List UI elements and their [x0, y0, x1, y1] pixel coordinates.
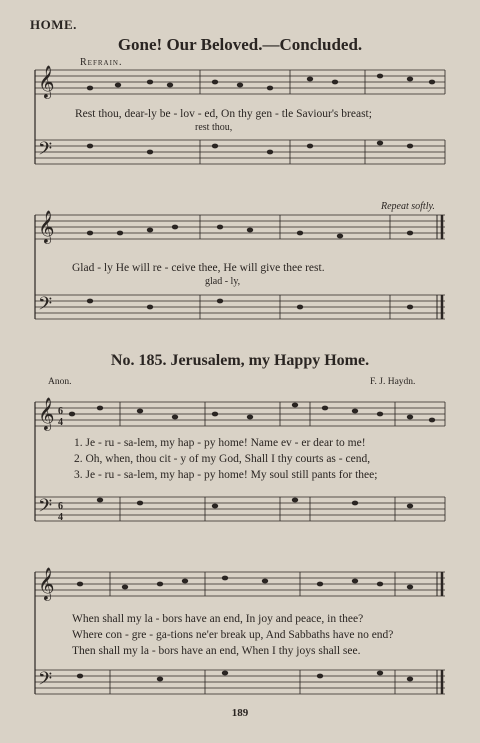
verse-3-line-2: Then shall my la - bors have an end, When I thy joys shall see.: [72, 645, 361, 657]
verse-2-line-1: 2. Oh, when, thou cit - y of my God, Shall I thy courts as - cend,: [74, 453, 371, 465]
svg-text:𝄢: 𝄢: [38, 293, 53, 318]
verse-1-line-2: When shall my la - bors have an end, In joy and peace, in thee?: [72, 613, 364, 625]
composer-credit: F. J. Haydn.: [370, 377, 416, 387]
svg-text:𝄞: 𝄞: [38, 569, 55, 600]
svg-text:𝄞: 𝄞: [38, 67, 55, 98]
verse-3-line-1: 3. Je - ru - sa-lem, my hap - py home! My soul still pants for thee;: [74, 469, 378, 481]
svg-text:4: 4: [58, 512, 63, 523]
page-number: 189: [231, 707, 249, 719]
refrain-lyric-line-2: Glad - ly He will re - ceive thee, He will give thee rest.: [72, 262, 325, 274]
lyricist-credit: Anon.: [48, 377, 72, 387]
repeat-softly-marking: Repeat softly.: [381, 201, 435, 212]
verse-2-line-2: Where con - gre - ga-tions ne'er break up, And Sabbaths have no end?: [72, 629, 394, 641]
svg-text:4: 4: [58, 417, 63, 428]
svg-text:6: 6: [58, 501, 63, 512]
music-system-1: [0, 60, 480, 180]
svg-text:𝄞: 𝄞: [38, 399, 55, 430]
svg-text:𝄞: 𝄞: [38, 212, 55, 243]
refrain-label: Refrain.: [80, 57, 123, 68]
refrain-echo-2: glad - ly,: [205, 276, 241, 287]
svg-text:𝄢: 𝄢: [38, 138, 53, 163]
refrain-echo-1: rest thou,: [195, 122, 233, 133]
svg-text:6: 6: [58, 406, 63, 417]
hymn-title-concluded: Gone! Our Beloved.—Concluded.: [117, 35, 363, 54]
verse-1-line-1: 1. Je - ru - sa-lem, my hap - py home! Name ev - er dear to me!: [74, 437, 366, 449]
refrain-lyric-line-1: Rest thou, dear-ly be - lov - ed, On thy gen - tle Saviour's breast;: [75, 108, 372, 120]
svg-text:𝄢: 𝄢: [38, 495, 53, 520]
hymn-185-title: No. 185. Jerusalem, my Happy Home.: [110, 352, 370, 369]
svg-text:𝄢: 𝄢: [38, 668, 53, 693]
running-head: HOME.: [30, 17, 77, 32]
